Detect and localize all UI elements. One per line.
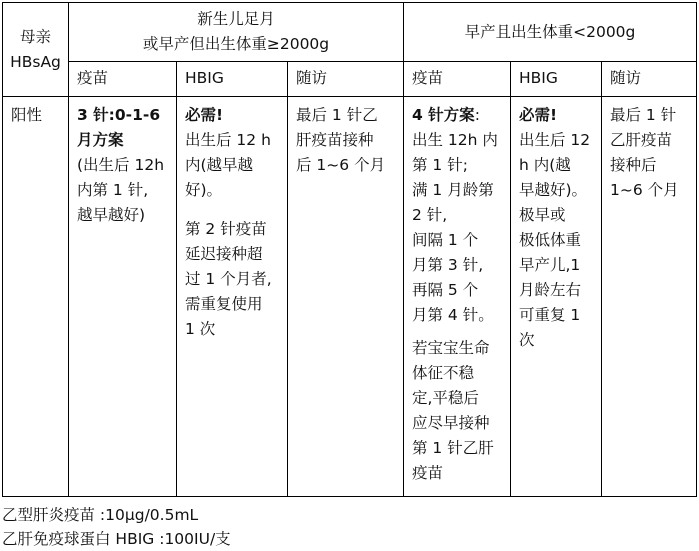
mother-hbsag-header: 母亲 HBsAg bbox=[3, 3, 69, 97]
preterm-followup-cell: 最后 1 针 乙肝疫苗 接种后 1~6 个月 bbox=[602, 97, 697, 497]
full-term-followup-cell: 最后 1 针乙 肝疫苗接种 后 1~6 个月 bbox=[288, 97, 404, 497]
vaccine-dose-note: 乙型肝炎疫苗 :10μg/0.5mL bbox=[2, 506, 199, 524]
col-hbig-full-term: HBIG bbox=[177, 62, 288, 97]
col-vaccine-preterm: 疫苗 bbox=[404, 62, 511, 97]
hbig-dose-note: 乙肝免疫球蛋白 HBIG :100IU/支 bbox=[2, 530, 231, 548]
hbsag-vaccination-table bbox=[2, 2, 697, 497]
full-term-group-header: 新生儿足月 或早产但出生体重≥2000g bbox=[69, 3, 404, 62]
col-followup-full-term: 随访 bbox=[288, 62, 404, 97]
preterm-vaccine-cell: 4 针方案: 出生 12h 内 第 1 针; 满 1 月龄第 2 针, 间隔 1 个 月第 3 针, 再隔 5 个 月第 4 针。 若宝宝生命 体征不稳 定,平稳后 应尽早接种 第 1 针乙肝 疫苗 bbox=[404, 97, 511, 497]
preterm-group-header: 早产且出生体重<2000g bbox=[404, 3, 697, 62]
full-term-hbig-cell: 必需! 出生后 12 h 内(越早越 好)。 第 2 针疫苗 延迟接种超 过 1 个月者, 需重复使用 1 次 bbox=[177, 97, 288, 497]
preterm-hbig-cell: 必需! 出生后 12 h 内(越 早越好)。 极早或 极低体重 早产儿,1 月龄左右 可重复 1 次 bbox=[511, 97, 602, 497]
col-followup-preterm: 随访 bbox=[602, 62, 697, 97]
row-label-positive: 阳性 bbox=[3, 97, 69, 497]
full-term-vaccine-cell: 3 针:0-1-6 月方案 (出生后 12h 内第 1 针, 越早越好) bbox=[69, 97, 177, 497]
col-hbig-preterm: HBIG bbox=[511, 62, 602, 97]
col-vaccine-full-term: 疫苗 bbox=[69, 62, 177, 97]
